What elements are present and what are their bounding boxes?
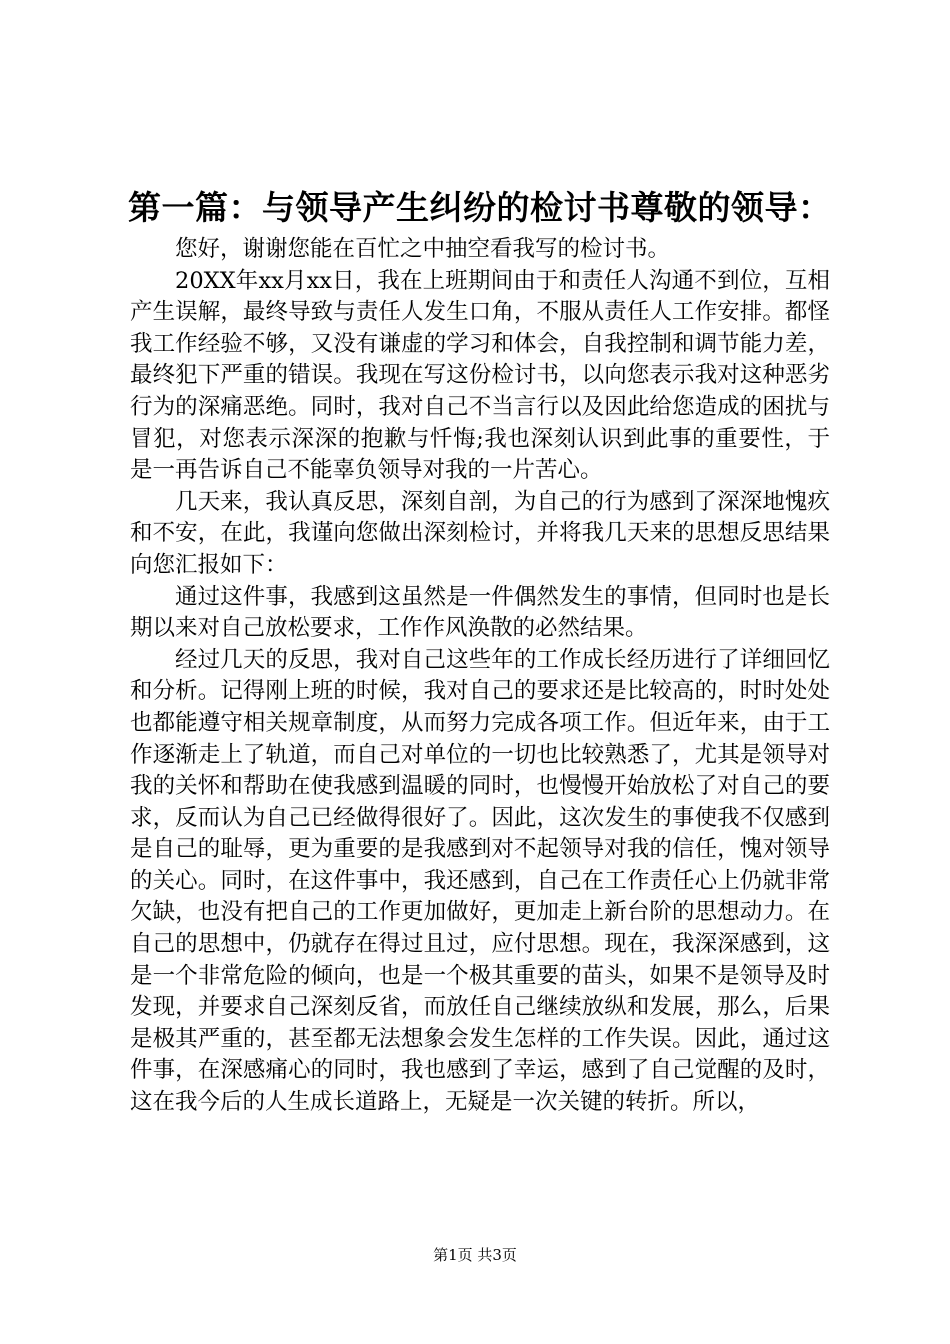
document-title: 第一篇：与领导产生纠纷的检讨书尊敬的领导： <box>128 188 832 227</box>
paragraph: 几天来，我认真反思，深刻自剖，为自己的行为感到了深深地愧疚和不安，在此，我谨向您做出深刻检讨，并将我几天来的思想反思结果向您汇报如下： <box>130 488 830 578</box>
page-number-footer: 第1页 共3页 <box>433 1246 517 1264</box>
paragraph: 您好，谢谢您能在百忙之中抽空看我写的检讨书。 <box>175 236 671 262</box>
paragraph: 经过几天的反思，我对自己这些年的工作成长经历进行了详细回忆和分析。记得刚上班的时候，我对自己的要求还是比较高的，时时处处也都能遵守相关规章制度，从而努力完成各项工作。但近年来，由于工作逐渐走上了轨道，而自己对单位的一切也比较熟悉了，尤其是领导对我的关怀和帮助在使我感到温暖的同时，也慢慢开始放松了对自己的要求，反而认为自己已经做得很好了。因此，这次发生的事使我不仅感到是自己的耻辱，更为重要的是我感到对不起领导对我的信任，愧对领导的关心。同时，在这件事中，我还感到，自己在工作责任心上仍就非常欠缺，也没有把自己的工作更加做好，更加走上新台阶的思想动力。在自己的思想中，仍就存在得过且过，应付思想。现在，我深深感到，这是一个非常危险的倾向，也是一个极其重要的苗头，如果不是领导及时发现，并要求自己深刻反省，而放任自己继续放纵和发展，那么，后果是极其严重的，甚至都无法想象会发生怎样的工作失误。因此，通过这件事，在深感痛心的同时，我也感到了幸运，感到了自己觉醒的及时，这在我今后的人生成长道路上，无疑是一次关键的转折。所以， <box>130 646 830 1116</box>
paragraph: 通过这件事，我感到这虽然是一件偶然发生的事情，但同时也是长期以来对自己放松要求，工作作风涣散的必然结果。 <box>130 583 830 642</box>
document-body <box>130 234 830 1119</box>
paragraph: 20XX年xx月xx日，我在上班期间由于和责任人沟通不到位，互相产生误解，最终导致与责任人发生口角，不服从责任人工作安排。都怪我工作经验不够，又没有谦虚的学习和体会，自我控制和调节能力差，最终犯下严重的错误。我现在写这份检讨书，以向您表示我对这种恶劣行为的深痛恶绝。同时，我对自己不当言行以及因此给您造成的困扰与冒犯，对您表示深深的抱歉与忏悔;我也深刻认识到此事的重要性，于是一再告诉自己不能辜负领导对我的一片苦心。 <box>130 267 830 484</box>
